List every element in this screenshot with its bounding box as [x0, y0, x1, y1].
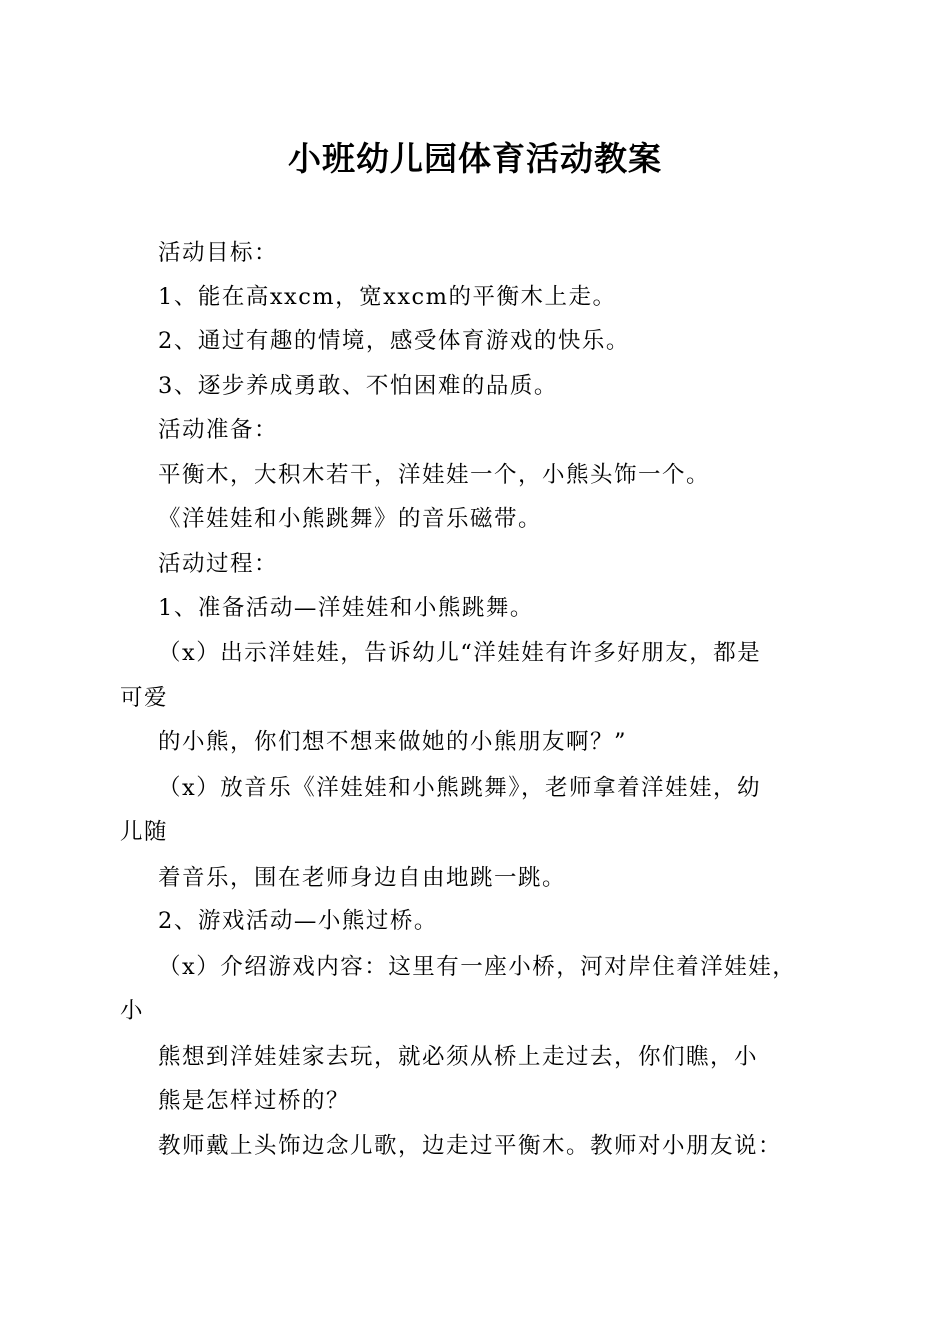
section-heading-process: 活动过程：: [158, 551, 279, 577]
paragraph-line: 3、逐步养成勇敢、不怕困难的品质。: [158, 373, 558, 399]
paragraph-line: 可爱: [120, 685, 169, 711]
paragraph-line: 小: [120, 998, 145, 1024]
paragraph-line: （x）出示洋娃娃，告诉幼儿“洋娃娃有许多好朋友，都是: [158, 640, 762, 666]
paragraph-line: 的小熊，你们想不想来做她的小熊朋友啊？”: [158, 729, 628, 755]
paragraph-line: 熊是怎样过桥的？: [158, 1088, 351, 1114]
paragraph-line: 平衡木，大积木若干，洋娃娃一个，小熊头饰一个。: [158, 462, 711, 488]
section-heading-preparation: 活动准备：: [158, 417, 279, 443]
paragraph-line: （x）介绍游戏内容：这里有一座小桥，河对岸住着洋娃娃，: [158, 954, 797, 980]
paragraph-line: 《洋娃娃和小熊跳舞》的音乐磁带。: [158, 506, 543, 532]
paragraph-line: 2、通过有趣的情境，感受体育游戏的快乐。: [158, 328, 630, 354]
paragraph-line: 熊想到洋娃娃家去玩，就必须从桥上走过去，你们瞧，小: [158, 1044, 759, 1070]
paragraph-line: 着音乐，围在老师身边自由地跳一跳。: [158, 865, 567, 891]
paragraph-line: 1、准备活动—洋娃娃和小熊跳舞。: [158, 595, 534, 621]
paragraph-line: （x）放音乐《洋娃娃和小熊跳舞》，老师拿着洋娃娃，幼: [158, 775, 761, 801]
paragraph-line: 儿随: [120, 819, 169, 845]
document-title: 小班幼儿园体育活动教案: [288, 139, 662, 178]
paragraph-line: 1、能在高xxcm，宽xxcm的平衡木上走。: [158, 284, 617, 310]
paragraph-line: 教师戴上头饰边念儿歌，边走过平衡木。教师对小朋友说：: [158, 1133, 783, 1159]
paragraph-line: 2、游戏活动—小熊过桥。: [158, 908, 438, 934]
section-heading-goals: 活动目标：: [158, 240, 279, 266]
